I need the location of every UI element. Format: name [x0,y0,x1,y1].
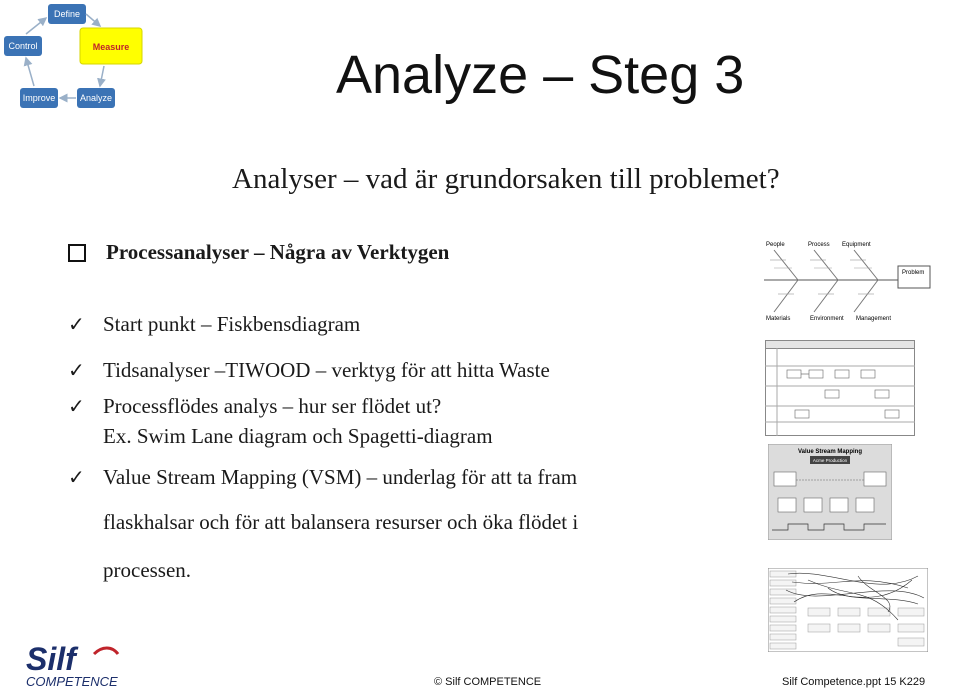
swim-lane-diagram [765,340,915,436]
list-item: Processflödes analys – hur ser flödet ut? [103,394,442,418]
dmaic-cycle-diagram [0,0,150,120]
fishbone-environment-label: Environment [810,316,844,322]
define-label: Define [53,9,81,19]
fishbone-management-label: Management [856,316,892,322]
list-item: Tidsanalyser –TIWOOD – verktyg för att hitta Waste [103,358,550,382]
control-label: Control [8,41,38,51]
fishbone-problem-label: Problem [902,270,925,276]
logo-tagline: COMPETENCE [26,674,118,689]
list-item: Start punkt – Fiskbensdiagram [103,312,361,336]
list-item: processen. [103,558,192,582]
analyze-label: Analyze [79,93,113,103]
measure-label: Measure [92,42,130,52]
checkbox-bullet-icon [68,244,86,262]
checkmark-icon: ✓ [68,394,85,418]
spaghetti-diagram [768,568,928,652]
page-title: Analyze – Steg 3 [336,45,745,105]
checkmark-icon: ✓ [68,312,85,336]
page-subtitle: Analyser – vad är grundorsaken till problemet? [232,163,780,195]
footer-reference: Silf Competence.ppt 15 K229 [782,676,926,688]
value-stream-map [768,444,892,540]
list-item: Value Stream Mapping (VSM) – underlag för att ta fram [103,465,578,489]
section-heading-text: Processanalyser – Några av Verktygen [106,240,450,264]
fishbone-equipment-label: Equipment [842,242,871,248]
checkmark-icon: ✓ [68,358,85,382]
fishbone-materials-label: Materials [766,316,791,322]
improve-label: Improve [22,93,56,103]
fishbone-diagram [764,236,934,324]
list-item: Ex. Swim Lane diagram och Spagetti-diagram [103,424,493,448]
vsm-title: Value Stream Mapping [797,449,863,455]
fishbone-process-label: Process [808,242,830,248]
silf-competence-logo [24,640,134,690]
checkmark-icon: ✓ [68,465,85,489]
vsm-subtitle: Acme Production [812,458,848,463]
logo-brand: Silf [26,641,76,677]
list-item: flaskhalsar och för att balansera resurser och öka flödet i [103,510,579,534]
fishbone-people-label: People [766,242,785,248]
footer-copyright: © Silf COMPETENCE [434,676,542,688]
section-heading [68,240,449,265]
